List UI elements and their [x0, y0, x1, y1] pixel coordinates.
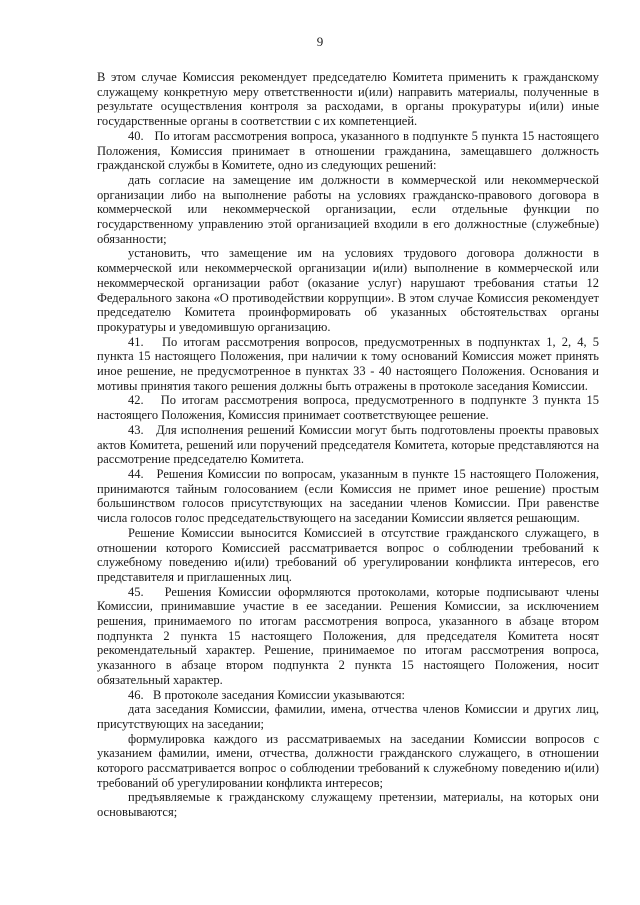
paragraph-40: 40. По итогам рассмотрения вопроса, указанного в подпункте 5 пункта 15 настоящего Положения, Комиссия принимает в отношении гражданина, замещавшего должность гражданской службы в Комитете, одно из следующих решений:: [97, 128, 599, 173]
paragraph-43: 43. Для исполнения решений Комиссии могут быть подготовлены проекты правовых актов Комитета, решений или поручений председателя Комитета, которые представляются на рассмотрение председателю Комитета.: [97, 422, 599, 467]
paragraph-46-item-1: дата заседания Комиссии, фамилии, имена, отчества членов Комиссии и других лиц, присутствующих на заседании;: [97, 702, 599, 731]
paragraph-42: 42. По итогам рассмотрения вопроса, предусмотренного в подпункте 3 пункта 15 настоящего Положения, Комиссия принимает соответствующее решение.: [97, 393, 599, 423]
paragraph-46-item-3: предъявляемые к гражданскому служащему претензии, материалы, на которых они основываются;: [97, 790, 599, 820]
paragraph-46: 46. В протоколе заседания Комиссии указываются:: [128, 687, 405, 702]
paragraph-40-option-2: установить, что замещение им на условиях трудового договора должности в коммерческой или некоммерческой организации и(или) выполнение в коммерческой или некоммерческой организации работ (оказание услуг) нарушают требования статьи 12 Федерального закона «О противодействии коррупции». В этом случае Комиссия рекомендует председателю Комитета проинформировать об указанных обстоятельствах органы прокуратуры и уведомившую организацию.: [97, 246, 599, 334]
paragraph-44: 44. Решения Комиссии по вопросам, указанным в пункте 15 настоящего Положения, принимаются тайным голосованием (если Комиссия не примет иное решение) простым большинством голосов присутствующих на заседании членов Комиссии. При равенстве числа голосов голос председательствующего на заседании Комиссии является решающим.: [97, 466, 599, 526]
paragraph-46-item-2: формулировка каждого из рассматриваемых на заседании Комиссии вопросов с указанием фамилии, имени, отчества, должности гражданского служащего, в отношении которого рассматривается вопрос о соблюдении требований к служебному поведению и(или) требований об урегулировании конфликта интересов;: [97, 731, 599, 790]
paragraph-40-option-1: дать согласие на замещение им должности в коммерческой или некоммерческой организации либо на выполнение работы на условиях гражданско-правового договора в коммерческой или некоммерческой организации, если отдельные функции по государственному управлению этой организацией входили в его должностные (служебные) обязанности;: [97, 172, 599, 246]
page-number: 9: [316, 34, 324, 49]
document-body: [97, 70, 599, 820]
paragraph-44-decision: Решение Комиссии выносится Комиссией в отсутствие гражданского служащего, в отношении которого Комиссией рассматривается вопрос о соблюдении требований к служебному поведению и(или) требований об урегулировании конфликта интересов, его представителя и приглашенных лиц.: [97, 525, 599, 584]
paragraph-45: 45. Решения Комиссии оформляются протоколами, которые подписывают члены Комиссии, принимавшие участие в ее заседании. Решения Комиссии, за исключением решения, принимаемого по итогам рассмотрения вопроса, указанного в абзаце втором подпункта 2 пункта 15 настоящего Положения, для председателя Комитета носят рекомендательный характер. Решение, принимаемое по итогам рассмотрения вопроса, указанного в абзаце втором подпункта 2 пункта 15 настоящего Положения, носит обязательный характер.: [97, 584, 599, 687]
paragraph-41: 41. По итогам рассмотрения вопросов, предусмотренных в подпунктах 1, 2, 4, 5 пункта 15 настоящего Положения, при наличии к тому оснований Комиссия может принять иное решение, не предусмотренное в пунктах 33 - 40 настоящего Положения. Основания и мотивы принятия такого решения должны быть отражены в протоколе заседания Комиссии.: [97, 334, 599, 393]
paragraph-continuation: В этом случае Комиссия рекомендует председателю Комитета применить к гражданскому служащему конкретную меру ответственности и(или) направить материалы, полученные в результате осуществления контроля за расходами, в органы прокуратуры и(или) иные государственные органы в соответствии с их компетенцией.: [97, 70, 599, 129]
